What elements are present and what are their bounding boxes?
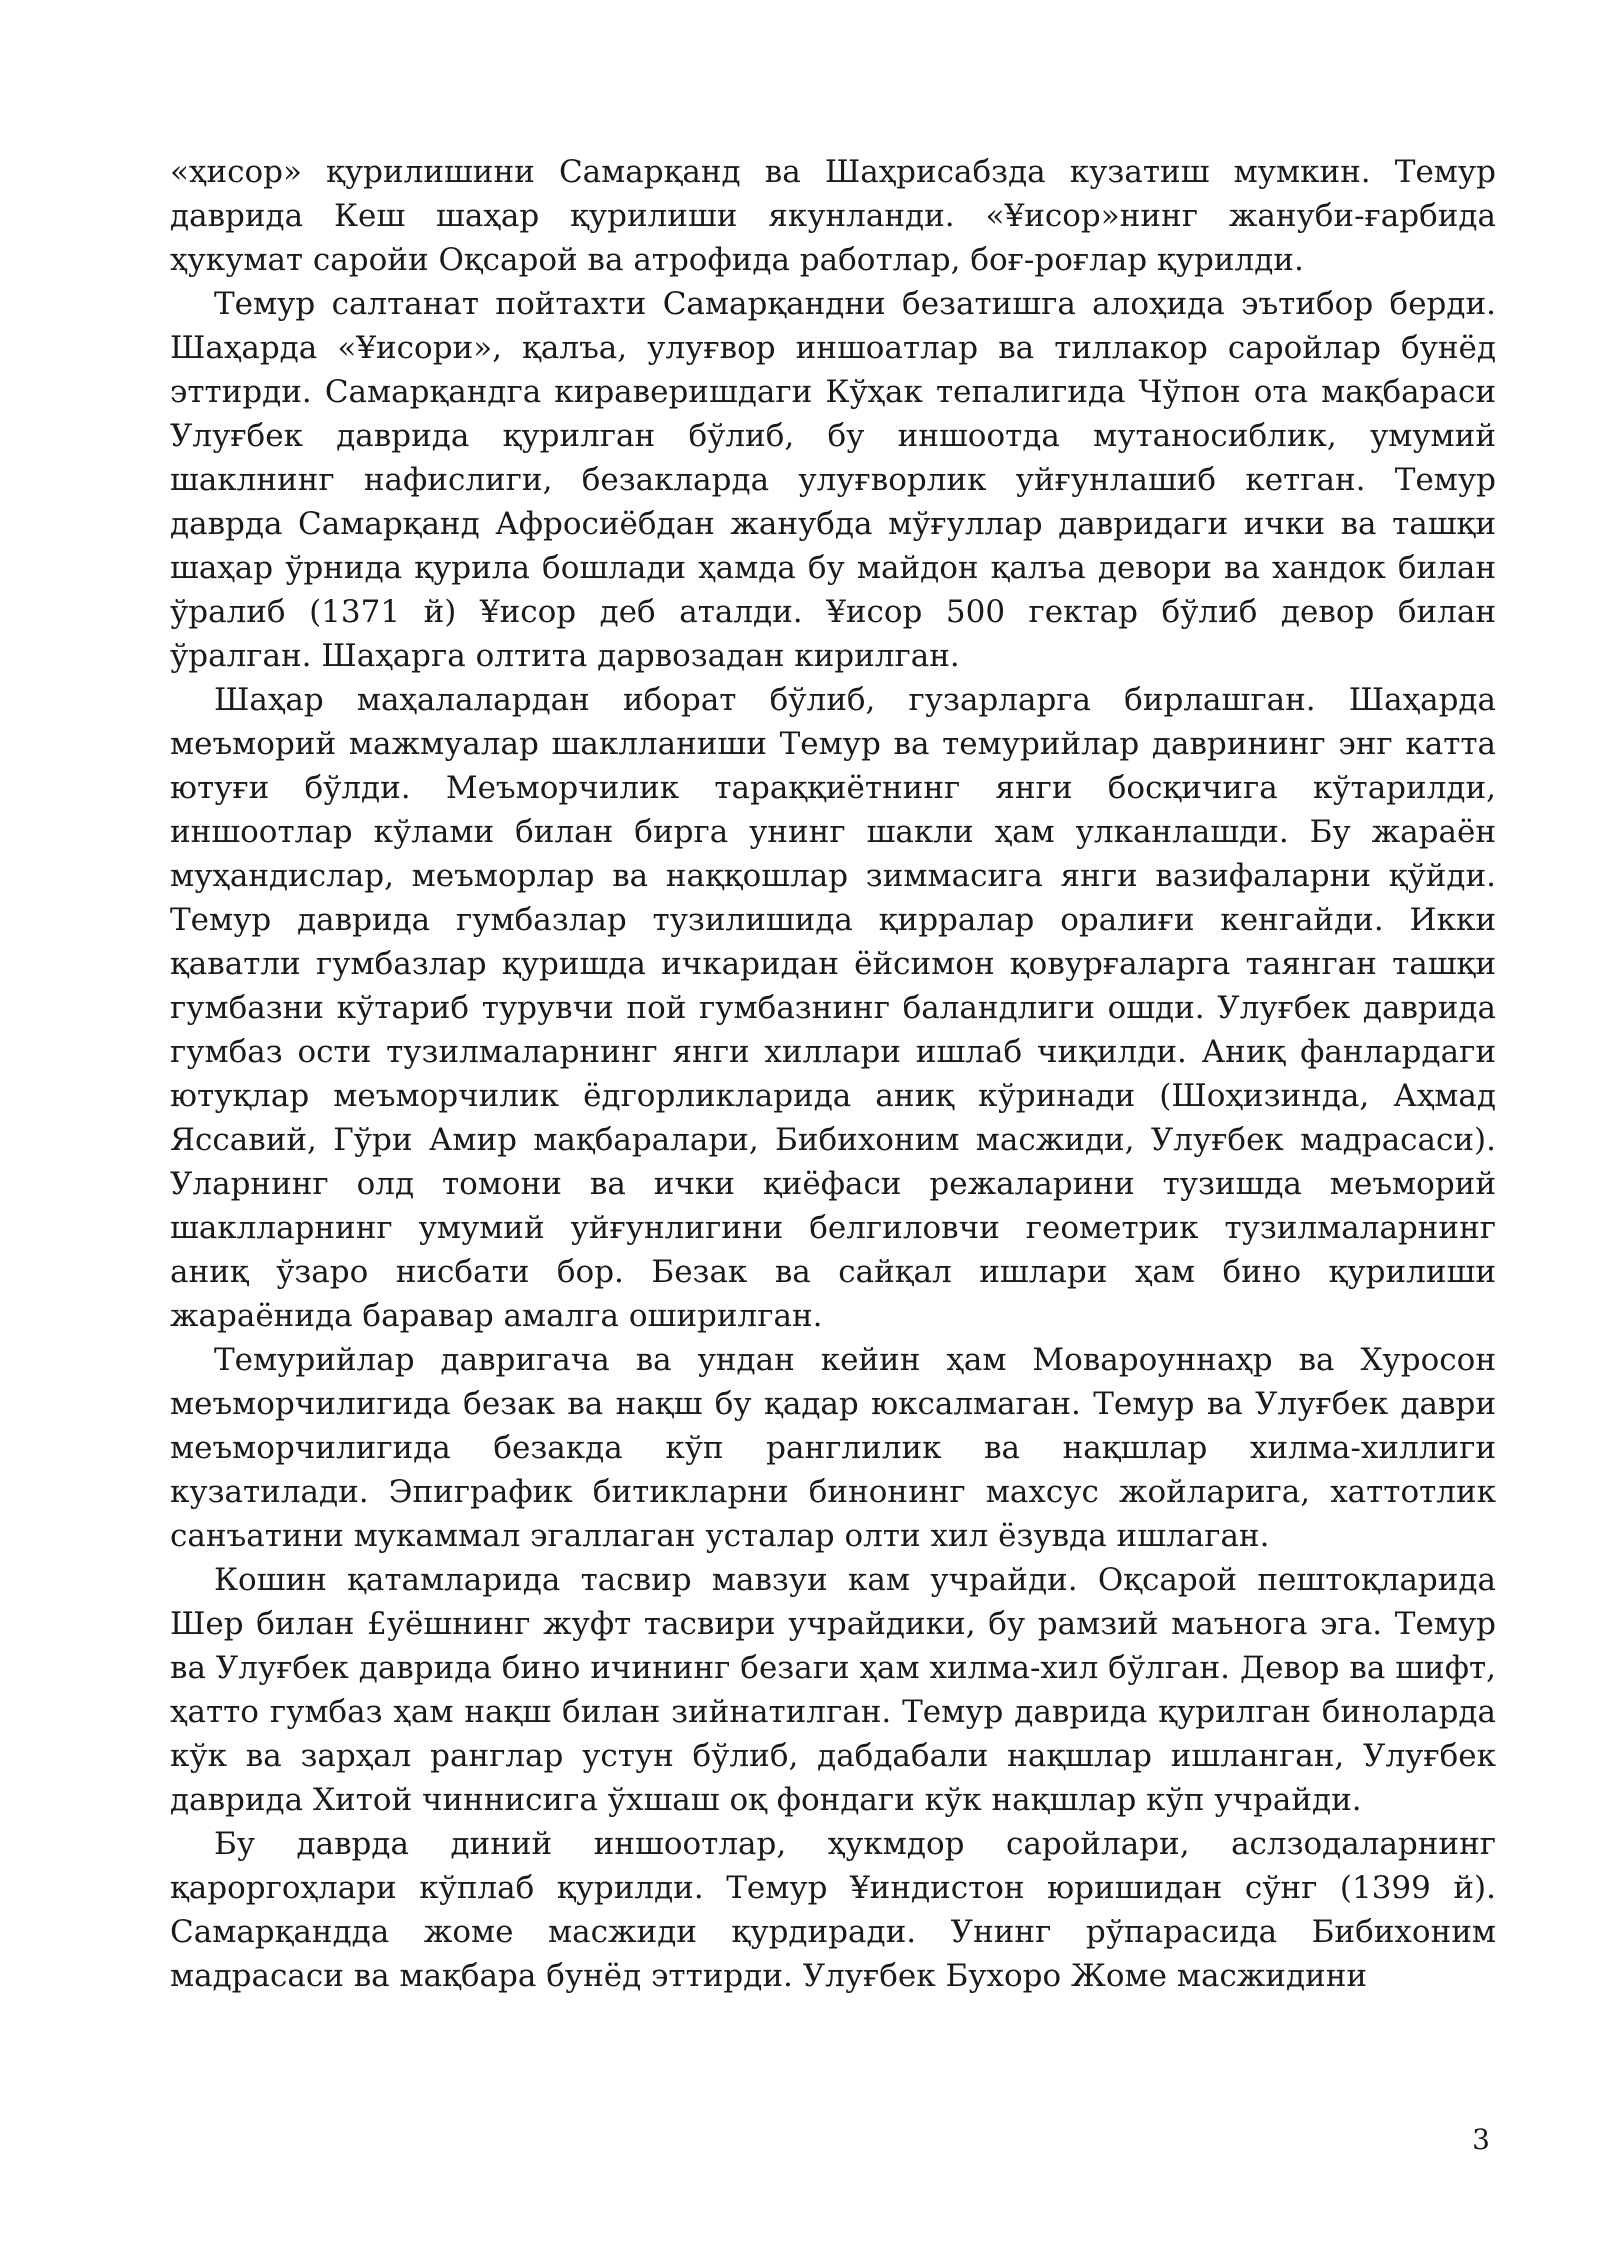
paragraph-1: «ҳисор» қурилишини Самарқанд ва Шаҳрисабзда кузатиш мумкин. Темур даврида Кеш шаҳар қурилиши якунланди. «¥исор»нинг жануби-ғарбида ҳукумат саройи Оқсарой ва атрофида работлар, боғ-роғлар қурилди. [170,154,1496,278]
paragraph-2: Темур салтанат пойтахти Самарқандни безатишга алоҳида эътибор берди. Шаҳарда «¥исори», қалъа, улуғвор иншоатлар ва тиллакор саройлар бунёд эттирди. Самарқандга кираверишдаги Кўҳак тепалигида Чўпон ота мақбараси Улуғбек даврида қурилган бўлиб, бу иншоотда мутаносиблик, умумий шаклнинг нафислиги, безакларда улуғворлик уйғунлашиб кетган. Темур даврда Самарқанд Афросиёбдан жанубда мўғуллар давридаги ички ва ташқи шаҳар ўрнида қурила бошлади ҳамда бу майдон қалъа девори ва хандок билан ўралиб (1371 й) ¥исор деб аталди. ¥исор 500 гектар бўлиб девор билан ўралган. Шаҳарга олтита дарвозадан кирилган. [170,286,1496,674]
paragraph-3: Шаҳар маҳалалардан иборат бўлиб, гузарларга бирлашган. Шаҳарда меъморий мажмуалар шаклланиши Темур ва темурийлар даврининг энг катта ютуғи бўлди. Меъморчилик тараққиётнинг янги босқичига кўтарилди, иншоотлар кўлами билан бирга унинг шакли ҳам улканлашди. Бу жараён муҳандислар, меъморлар ва наққошлар зиммасига янги вазифаларни қўйди. Темур даврида гумбазлар тузилишида қирралар оралиғи кенгайди. Икки қаватли гумбазлар қуришда ичкаридан ёйсимон қовурғаларга таянган ташқи гумбазни кўтариб турувчи пой гумбазнинг баландлиги ошди. Улуғбек даврида гумбаз ости тузилмаларнинг янги хиллари ишлаб чиқилди. Аниқ фанлардаги ютуқлар меъморчилик ёдгорликларида аниқ кўринади (Шоҳизинда, Аҳмад Яссавий, Гўри Амир мақбаралари, Бибихоним масжиди, Улуғбек мадрасаси). Уларнинг олд томони ва ички қиёфаси режаларини тузишда меъморий шаклларнинг умумий уйғунлигини белгиловчи геометрик тузилмаларнинг аниқ ўзаро нисбати бор. Безак ва сайқал ишлари ҳам бино қурилиши жараёнида баравар амалга оширилган. [170,682,1496,1334]
paragraph-6: Бу даврда диний иншоотлар, ҳукмдор саройлари, аслзодаларнинг қароргоҳлари кўплаб қурилди. Темур ¥индистон юришидан сўнг (1399 й). Самарқандда жоме масжиди қурдиради. Унинг рўпарасида Бибихоним мадрасаси ва мақбара бунёд эттирди. Улуғбек Бухоро Жоме масжидини [170,1826,1496,1994]
document-body [170,150,1496,1998]
page-number: 3 [1472,2123,1490,2156]
paragraph-4: Темурийлар давригача ва ундан кейин ҳам Мовароуннаҳр ва Хуросон меъморчилигида безак ва нақш бу қадар юксалмаган. Темур ва Улуғбек даври меъморчилигида безакда кўп ранглилик ва нақшлар хилма-хиллиги кузатилади. Эпиграфик битикларни бинонинг махсус жойларига, хаттотлик санъатини мукаммал эгаллаган усталар олти хил ёзувда ишлаган. [170,1342,1496,1554]
paragraph-5: Кошин қатамларида тасвир мавзуи кам учрайди. Оқсарой пештоқларида Шер билан £уёшнинг жуфт тасвири учрайдики, бу рамзий маънога эга. Темур ва Улуғбек даврида бино ичининг безаги ҳам хилма-хил бўлган. Девор ва шифт, ҳатто гумбаз ҳам нақш билан зийнатилган. Темур даврида қурилган биноларда кўк ва зарҳал ранглар устун бўлиб, дабдабали нақшлар ишланган, Улуғбек даврида Хитой чиннисига ўхшаш оқ фондаги кўк нақшлар кўп учрайди. [170,1562,1496,1818]
